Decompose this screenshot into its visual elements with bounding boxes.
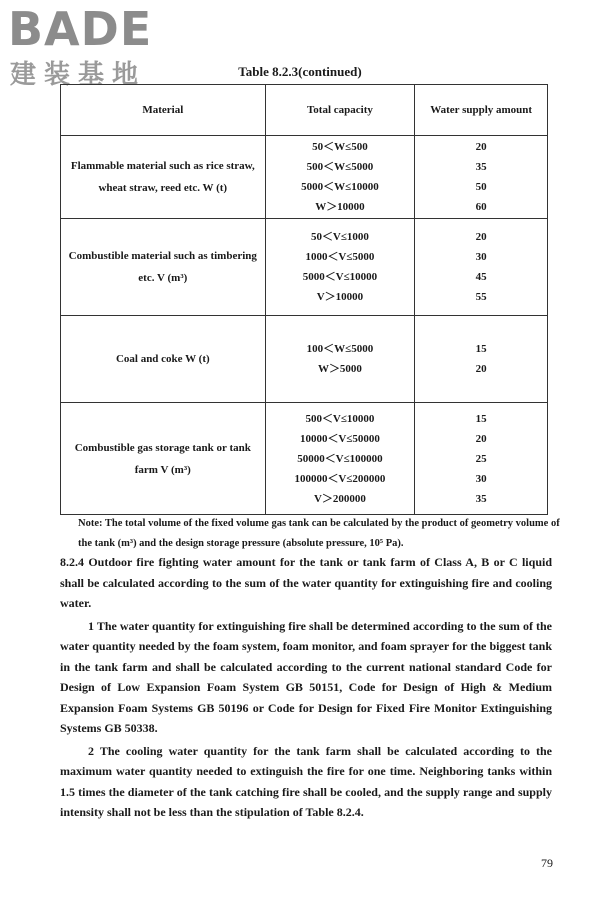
material-line: Combustible material such as timbering xyxy=(68,250,257,262)
table-title: Table 8.2.3(continued) xyxy=(238,64,362,79)
amount-value: 30 xyxy=(475,472,487,485)
amount-value: 20 xyxy=(475,432,487,445)
amount-value: 20 xyxy=(475,141,487,153)
material-line: Coal and coke W (t) xyxy=(115,353,210,365)
amount-value: 35 xyxy=(475,492,487,505)
material-line: etc. V (m³) xyxy=(138,272,188,284)
amount-value: 35 xyxy=(475,161,487,173)
amount-cell xyxy=(415,219,548,316)
capacity-value: W＞5000 xyxy=(317,363,362,375)
amount-value: 20 xyxy=(475,231,487,243)
amount-value: 15 xyxy=(475,343,487,355)
header-material: Material xyxy=(61,85,266,136)
clause-8-2-4: 8.2.4 Outdoor fire fighting water amount for the tank or tank farm of Class A, B or C liquid shall be calculated according to the sum of the water quantity for extinguishing fire and cooling water. xyxy=(60,555,552,610)
capacity-value: 50＜W≤500 xyxy=(312,141,368,153)
capacity-value: 5000＜V≤10000 xyxy=(302,271,378,283)
material-cell xyxy=(61,136,266,219)
capacity-cell xyxy=(265,403,415,515)
capacity-value: 500＜V≤10000 xyxy=(305,412,375,425)
capacity-value: 100＜W≤5000 xyxy=(306,343,374,355)
capacity-cell xyxy=(265,316,415,403)
capacity-value: V＞200000 xyxy=(313,492,366,505)
capacity-cell xyxy=(265,219,415,316)
clause-item-1: 1 The water quantity for extinguishing fire shall be determined according to the sum of the water quantity needed by the foam system, foam monitor, and foam sprayer for the biggest tank in the tank farm and shall be calculated according to the current national standard Code for Design of Low Expansion Foam System GB 50151, Code for Design of High & Medium Expansion Foam Systems GB 50196 or Code for Design for Fixed Fire Monitor Extinguishing Systems GB 50338. xyxy=(60,618,552,735)
table-note: Note: The total volume of the fixed volume gas tank can be calculated by the product of geometry volume of the tank (m³) and the design storage pressure (absolute pressure, 10⁵ Pa). xyxy=(78,518,560,549)
amount-value: 60 xyxy=(475,201,487,213)
material-cell xyxy=(61,316,266,403)
capacity-value: 1000＜V≤5000 xyxy=(305,251,375,263)
material-line: farm V (m³) xyxy=(134,463,191,476)
logo-cjk-text: 建装基地 xyxy=(10,60,147,90)
water-supply-table xyxy=(60,84,548,515)
material-line: wheat straw, reed etc. W (t) xyxy=(98,182,228,194)
capacity-value: W＞10000 xyxy=(315,201,365,213)
amount-cell xyxy=(415,316,548,403)
amount-cell xyxy=(415,136,548,219)
page-number: 79 xyxy=(541,856,553,870)
body-text xyxy=(60,552,552,825)
capacity-value: 100000＜V≤200000 xyxy=(294,472,386,485)
clause-item-2: 2 The cooling water quantity for the tank farm shall be calculated according to the maximum water quantity needed to extinguish the fire for one time. Neighboring tanks within 1.5 times the diameter of the tank catching fire shall be cooled, and the supply range and supply intensity shall not be less than the stipulation of Table 8.2.4. xyxy=(60,743,552,819)
capacity-cell xyxy=(265,136,415,219)
material-cell xyxy=(61,403,266,515)
amount-value: 55 xyxy=(475,291,487,303)
amount-value: 45 xyxy=(475,271,487,283)
amount-value: 25 xyxy=(475,452,487,465)
amount-value: 20 xyxy=(475,363,487,375)
capacity-value: 10000＜V≤50000 xyxy=(299,432,380,445)
bade-logo xyxy=(8,4,188,94)
table-header-row xyxy=(61,85,548,136)
table-row xyxy=(61,219,548,316)
table-row xyxy=(61,136,548,219)
capacity-value: 500＜W≤5000 xyxy=(306,161,374,173)
material-line: Combustible gas storage tank or tank xyxy=(74,441,251,454)
material-line: Flammable material such as rice straw, xyxy=(70,160,255,172)
capacity-value: V＞10000 xyxy=(316,291,364,303)
amount-cell xyxy=(415,403,548,515)
capacity-value: 50000＜V≤100000 xyxy=(297,452,383,465)
capacity-value: 5000＜W≤10000 xyxy=(301,181,379,193)
material-cell xyxy=(61,219,266,316)
logo-latin-text: BADE xyxy=(8,2,153,56)
amount-value: 50 xyxy=(475,181,487,193)
table-row xyxy=(61,316,548,403)
capacity-value: 50＜V≤1000 xyxy=(310,231,369,243)
table-row xyxy=(61,403,548,515)
header-water-supply: Water supply amount xyxy=(415,85,548,136)
amount-value: 30 xyxy=(475,251,487,263)
amount-value: 15 xyxy=(475,412,487,425)
header-total-capacity: Total capacity xyxy=(265,85,415,136)
